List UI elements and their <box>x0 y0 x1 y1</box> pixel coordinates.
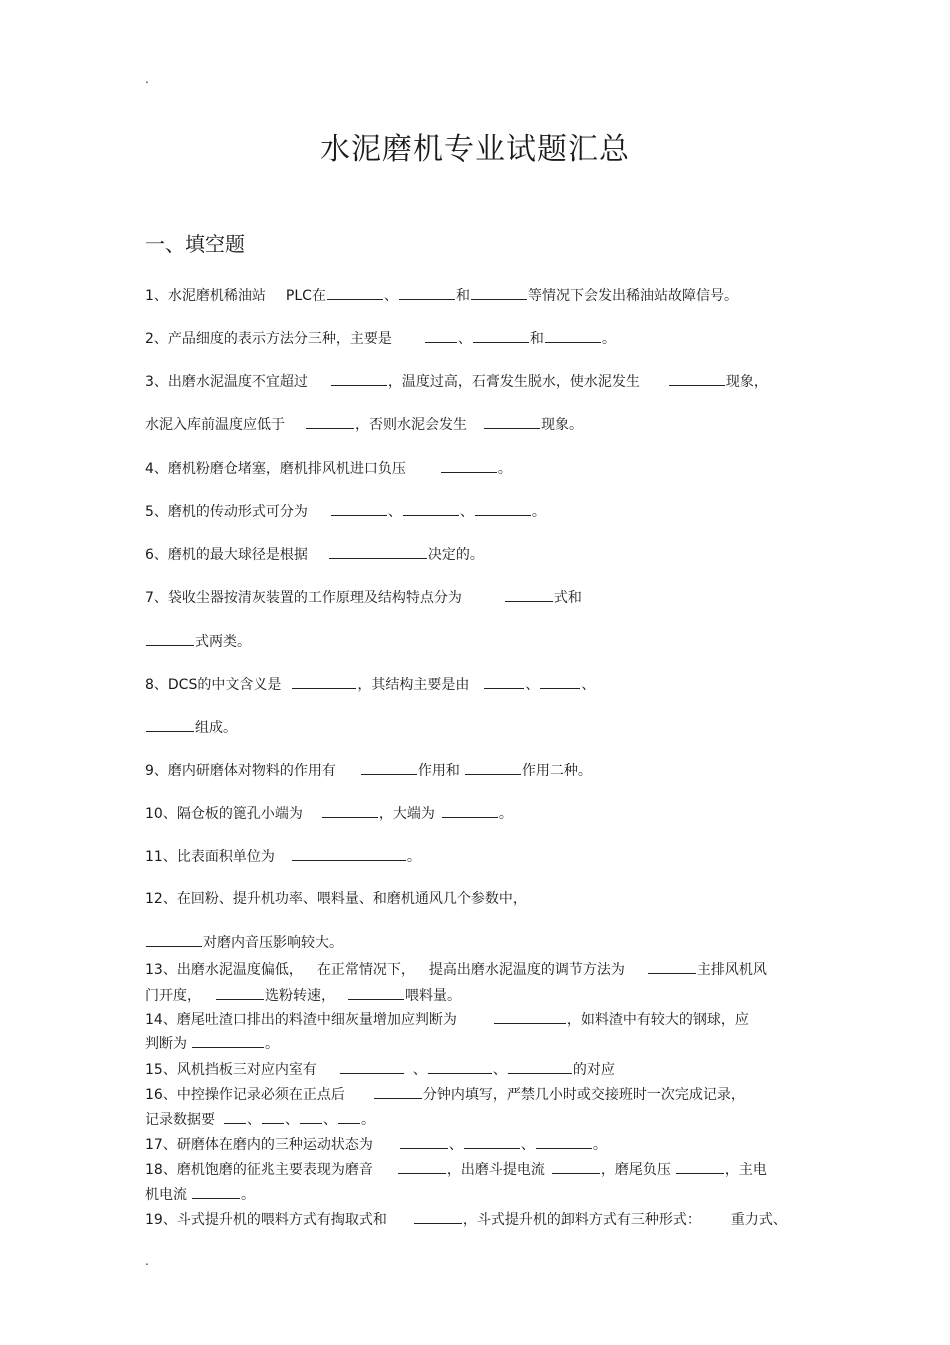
answer-blank[interactable] <box>338 1109 360 1124</box>
question-15 <box>145 1059 615 1080</box>
q8-text-b: ，其结构主要是由 <box>357 677 470 693</box>
answer-blank[interactable] <box>146 717 194 732</box>
q1-text-d: 和 <box>455 288 470 304</box>
q3b-text-b: ，否则水泥会发生 <box>355 417 467 433</box>
q15-text-c: 、 <box>492 1062 507 1078</box>
answer-blank[interactable] <box>545 328 601 343</box>
q12b-text-a: 对磨内音压影响较大。 <box>203 935 343 951</box>
q18-text-b: ，出磨斗提电流 <box>446 1162 545 1178</box>
q3-text-a: 3、出磨水泥温度不宜超过 <box>145 374 308 390</box>
q10-text-a: 10、隔仓板的篦孔小端为 <box>145 806 303 822</box>
answer-blank[interactable] <box>300 1109 322 1124</box>
question-14-cont <box>145 1033 279 1054</box>
answer-blank[interactable] <box>306 414 354 429</box>
answer-blank[interactable] <box>292 674 356 689</box>
answer-blank[interactable] <box>322 803 378 818</box>
q4-text-a: 4、磨机粉磨仓堵塞，磨机排风机进口负压 <box>145 461 406 477</box>
q2-text-a: 2、产品细度的表示方法分三种，主要是 <box>145 331 392 347</box>
q14b-text-a: 判断为 <box>145 1036 187 1052</box>
answer-blank[interactable] <box>292 846 406 861</box>
answer-blank[interactable] <box>442 803 498 818</box>
q8-text-d: 、 <box>581 677 596 693</box>
answer-blank[interactable] <box>327 285 383 300</box>
q8b-text-a: 组成。 <box>195 720 237 736</box>
page-title: 水泥磨机专业试题汇总 <box>320 132 630 167</box>
question-4 <box>145 458 512 479</box>
answer-blank[interactable] <box>475 501 531 516</box>
q16-text-a: 16、中控操作记录必须在正点后 <box>145 1087 345 1103</box>
q7-text-a: 7、袋收尘器按清灰装置的工作原理及结构特点分为 <box>145 590 462 606</box>
answer-blank[interactable] <box>464 1134 520 1149</box>
q17-text-c: 、 <box>520 1137 535 1153</box>
q10-text-b: ，大端为 <box>378 806 435 822</box>
q17-text-d: 。 <box>592 1137 607 1153</box>
q2-text-b: 、 <box>457 331 472 347</box>
question-12-cont <box>145 932 343 953</box>
q11-text-a: 11、比表面积单位为 <box>145 849 275 865</box>
answer-blank[interactable] <box>361 760 417 775</box>
question-1 <box>145 285 738 306</box>
q1-text-c: 、 <box>383 288 398 304</box>
page-marker-top: . <box>145 72 149 86</box>
answer-blank[interactable] <box>192 1184 240 1199</box>
question-10 <box>145 803 513 824</box>
question-18 <box>145 1159 767 1180</box>
question-18-cont <box>145 1184 255 1205</box>
q2-text-c: 和 <box>529 331 544 347</box>
q15-text-b: 、 <box>412 1062 427 1078</box>
q16b-text-e: 。 <box>361 1112 375 1128</box>
question-3 <box>145 371 768 392</box>
q14-text-b: ，如料渣中有较大的钢球，应 <box>566 1012 749 1028</box>
answer-blank[interactable] <box>374 1084 422 1099</box>
q12-text-a: 12、在回粉、提升机功率、喂料量、和磨机通风几个参数中， <box>145 891 527 907</box>
answer-blank[interactable] <box>473 328 529 343</box>
answer-blank[interactable] <box>465 760 521 775</box>
answer-blank[interactable] <box>398 1159 446 1174</box>
answer-blank[interactable] <box>224 1109 246 1124</box>
q1-text-b: PLC在 <box>285 288 326 304</box>
q8-text-a: 8、DCS的中文含义是 <box>145 677 282 693</box>
answer-blank[interactable] <box>331 501 387 516</box>
q8-text-c: 、 <box>525 677 540 693</box>
question-8-cont <box>145 717 237 738</box>
question-19 <box>145 1209 787 1230</box>
answer-blank[interactable] <box>508 1059 572 1074</box>
answer-blank[interactable] <box>340 1059 404 1074</box>
q11-text-b: 。 <box>406 849 421 865</box>
q10-text-c: 。 <box>498 806 513 822</box>
page-marker-bottom: . <box>145 1254 149 1268</box>
q16-text-b: 分钟内填写，严禁几小时或交接班时一次完成记录， <box>422 1087 745 1103</box>
question-7 <box>145 587 582 608</box>
question-13 <box>145 959 767 980</box>
section-title: 一、填空题 <box>145 232 245 256</box>
q18b-text-a: 机电流 <box>145 1187 187 1203</box>
answer-blank[interactable] <box>484 414 540 429</box>
q3-text-c: 现象， <box>725 374 768 390</box>
q19-text-a: 19、斗式提升机的喂料方式有掏取式和 <box>145 1212 387 1228</box>
q6-text-a: 6、磨机的最大球径是根据 <box>145 547 308 563</box>
answer-blank[interactable] <box>471 285 527 300</box>
q9-text-c: 作用二种。 <box>521 763 592 779</box>
q5-text-d: 。 <box>531 504 546 520</box>
answer-blank[interactable] <box>348 985 404 1000</box>
answer-blank[interactable] <box>414 1209 462 1224</box>
answer-blank[interactable] <box>441 458 497 473</box>
q7b-text-a: 式两类。 <box>195 634 251 650</box>
question-14 <box>145 1009 749 1030</box>
answer-blank[interactable] <box>669 371 725 386</box>
q16b-text-c: 、 <box>285 1112 299 1128</box>
answer-blank[interactable] <box>192 1033 264 1048</box>
q16b-text-b: 、 <box>247 1112 261 1128</box>
answer-blank[interactable] <box>400 1134 448 1149</box>
q14b-text-b: 。 <box>265 1036 279 1052</box>
q18-text-d: ，主电 <box>724 1162 767 1178</box>
q2-text-d: 。 <box>601 331 616 347</box>
q13-text-b: 在正常情况下， <box>316 962 415 978</box>
question-16 <box>145 1084 745 1105</box>
q18b-text-b: 。 <box>241 1187 255 1203</box>
q13b-text-b: 选粉转速， <box>265 988 335 1004</box>
answer-blank[interactable] <box>331 371 387 386</box>
question-9 <box>145 760 592 781</box>
answer-blank[interactable] <box>484 674 524 689</box>
q17-text-b: 、 <box>448 1137 463 1153</box>
q19-text-b: ，斗式提升机的卸料方式有三种形式： <box>462 1212 701 1228</box>
answer-blank[interactable] <box>146 932 202 947</box>
q14-text-a: 14、磨尾吐渣口排出的料渣中细灰量增加应判断为 <box>145 1012 457 1028</box>
q4-text-b: 。 <box>497 461 512 477</box>
answer-blank[interactable] <box>262 1109 284 1124</box>
q9-text-a: 9、磨内研磨体对物料的作用有 <box>145 763 336 779</box>
answer-blank[interactable] <box>494 1009 566 1024</box>
answer-blank[interactable] <box>676 1159 724 1174</box>
q3b-text-a: 水泥入库前温度应低于 <box>145 417 285 433</box>
answer-blank[interactable] <box>425 328 457 343</box>
answer-blank[interactable] <box>403 501 459 516</box>
question-12 <box>145 889 527 909</box>
q15-text-a: 15、风机挡板三对应内室有 <box>145 1062 317 1078</box>
question-16-cont <box>145 1109 375 1130</box>
q3-text-b: ，温度过高，石膏发生脱水，使水泥发生 <box>387 374 640 390</box>
question-8 <box>145 674 595 695</box>
answer-blank[interactable] <box>536 1134 592 1149</box>
q13b-text-c: 喂料量。 <box>405 988 461 1004</box>
q3b-text-c: 现象。 <box>541 417 583 433</box>
q5-text-a: 5、磨机的传动形式可分为 <box>145 504 308 520</box>
question-3-cont <box>145 414 583 435</box>
question-6 <box>145 544 484 565</box>
answer-blank[interactable] <box>540 674 580 689</box>
q16b-text-d: 、 <box>323 1112 337 1128</box>
answer-blank[interactable] <box>428 1059 492 1074</box>
q5-text-b: 、 <box>387 504 402 520</box>
answer-blank[interactable] <box>329 544 427 559</box>
question-13-cont <box>145 985 461 1006</box>
q7-text-b: 式和 <box>553 590 582 606</box>
q19-text-c: 重力式、 <box>730 1212 787 1228</box>
answer-blank[interactable] <box>399 285 455 300</box>
q1-text-e: 等情况下会发出稀油站故障信号。 <box>527 288 738 304</box>
question-17 <box>145 1134 607 1155</box>
answer-blank[interactable] <box>552 1159 600 1174</box>
q6-text-b: 决定的。 <box>427 547 484 563</box>
question-7-cont <box>145 631 251 652</box>
question-11 <box>145 846 421 867</box>
answer-blank[interactable] <box>505 587 553 602</box>
q18-text-a: 18、磨机饱磨的征兆主要表现为磨音 <box>145 1162 373 1178</box>
q15-text-d: 的对应 <box>572 1062 615 1078</box>
q13b-text-a: 门开度， <box>145 988 201 1004</box>
q18-text-c: ，磨尾负压 <box>600 1162 671 1178</box>
q16b-text-a: 记录数据要 <box>145 1112 215 1128</box>
question-2 <box>145 328 616 349</box>
q13-text-c: 提高出磨水泥温度的调节方法为 <box>428 962 625 978</box>
answer-blank[interactable] <box>216 985 264 1000</box>
q1-text-a: 1、水泥磨机稀油站 <box>145 288 266 304</box>
question-5 <box>145 501 546 522</box>
answer-blank[interactable] <box>146 631 194 646</box>
q17-text-a: 17、研磨体在磨内的三种运动状态为 <box>145 1137 373 1153</box>
q9-text-b: 作用和 <box>417 763 460 779</box>
q13-text-a: 13、出磨水泥温度偏低， <box>145 962 303 978</box>
q13-text-d: 主排风机风 <box>696 962 767 978</box>
answer-blank[interactable] <box>648 959 696 974</box>
q5-text-c: 、 <box>459 504 474 520</box>
